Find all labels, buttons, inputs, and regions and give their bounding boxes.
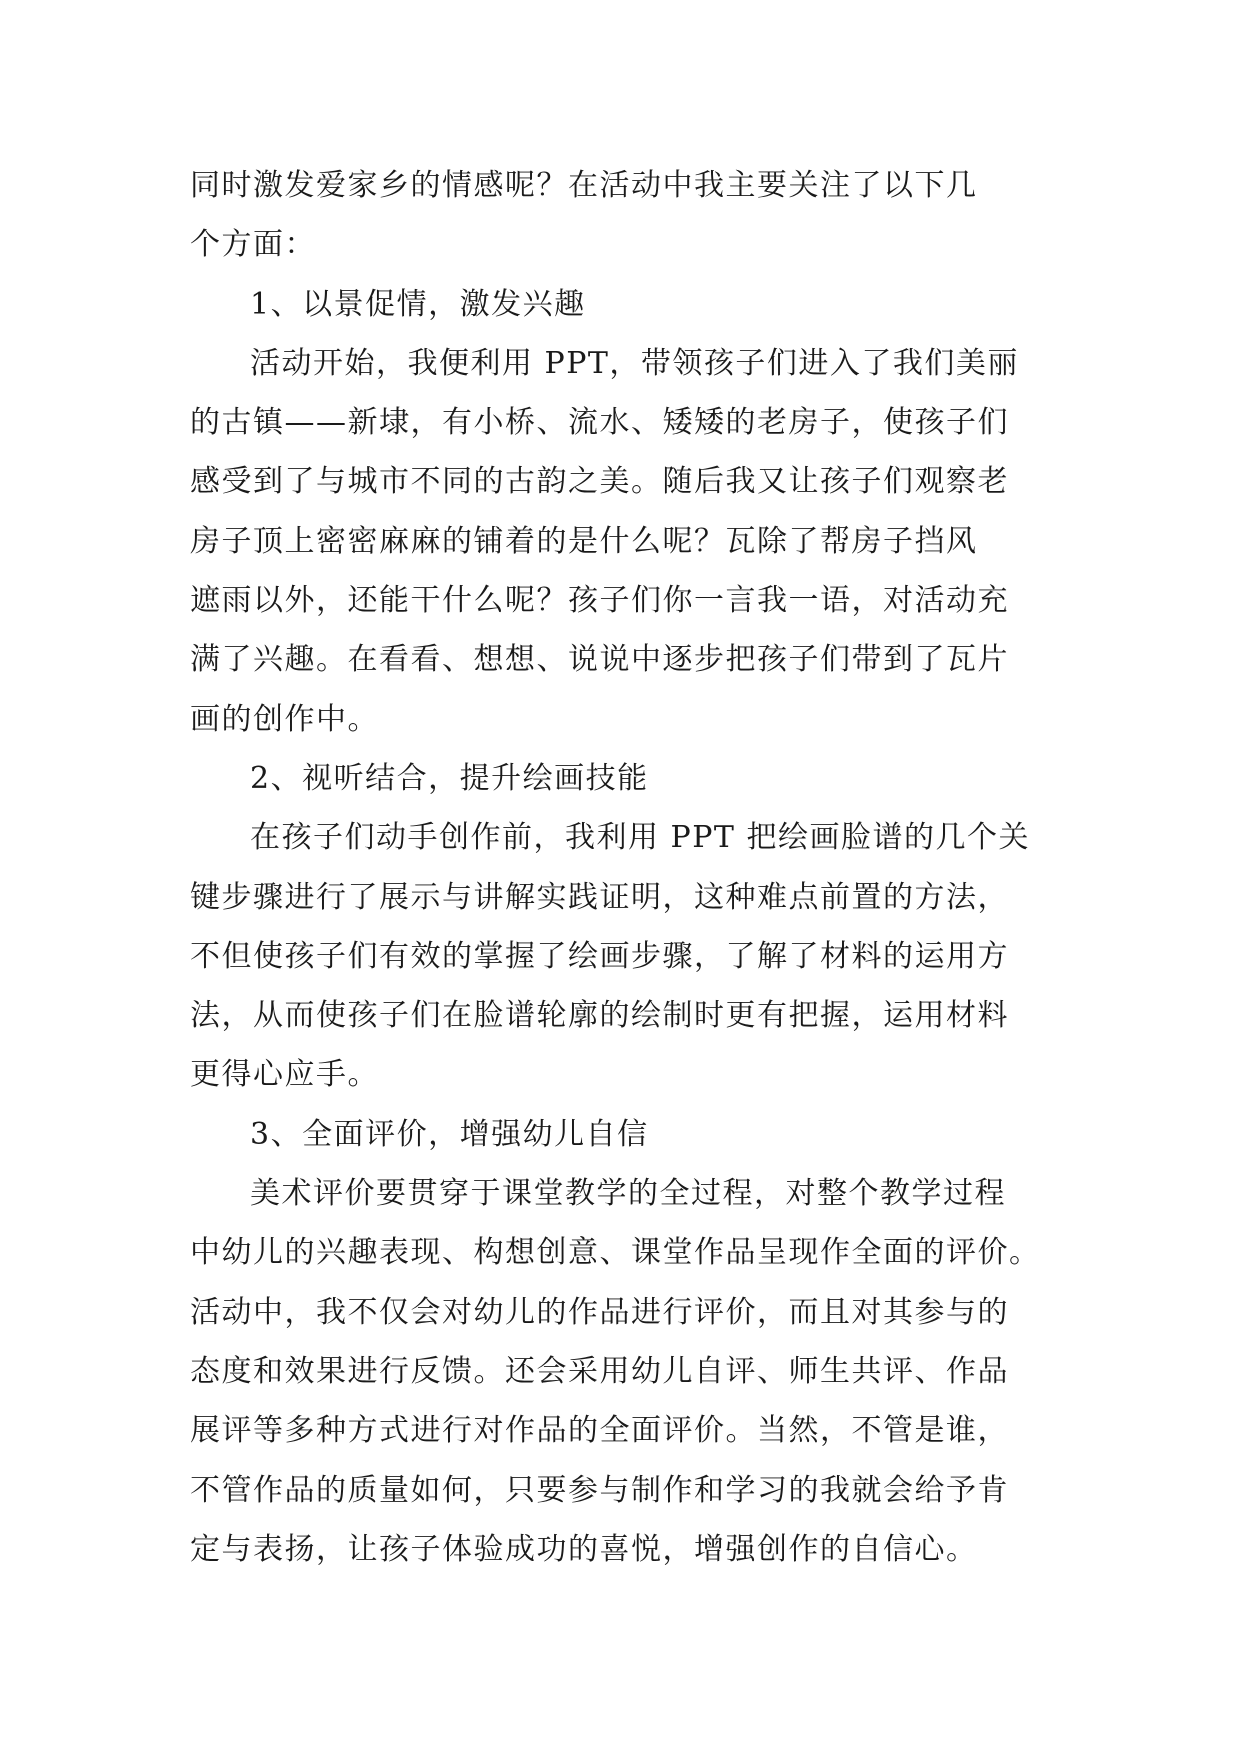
text-line: 遮雨以外，还能干什么呢？孩子们你一言我一语，对活动充 bbox=[190, 583, 1009, 619]
section-heading: 1、以景促情，激发兴趣 bbox=[250, 286, 586, 322]
text-line: 活动开始，我便利用 PPT，带领孩子们进入了我们美丽 bbox=[250, 345, 1019, 381]
text-line: 在孩子们动手创作前，我利用 PPT 把绘画脸谱的几个关 bbox=[250, 820, 1030, 856]
text-line: 满了兴趣。在看看、想想、说说中逐步把孩子们带到了瓦片 bbox=[190, 642, 1009, 678]
text-line: 感受到了与城市不同的古韵之美。随后我又让孩子们观察老 bbox=[190, 464, 1009, 500]
text-line: 态度和效果进行反馈。还会采用幼儿自评、师生共评、作品 bbox=[190, 1353, 1009, 1389]
text-line: 画的创作中。 bbox=[190, 701, 379, 737]
text-line: 中幼儿的兴趣表现、构想创意、课堂作品呈现作全面的评价。 bbox=[190, 1235, 1041, 1271]
text-line: 房子顶上密密麻麻的铺着的是什么呢？瓦除了帮房子挡风 bbox=[190, 523, 978, 559]
text-line: 同时激发爱家乡的情感呢？在活动中我主要关注了以下几 bbox=[190, 168, 978, 203]
section-heading: 2、视听结合，提升绘画技能 bbox=[250, 760, 649, 796]
text-line: 活动中，我不仅会对幼儿的作品进行评价，而且对其参与的 bbox=[190, 1294, 1009, 1330]
text-line: 键步骤进行了展示与讲解实践证明，这种难点前置的方法， bbox=[190, 879, 1009, 915]
text-line: 展评等多种方式进行对作品的全面评价。当然，不管是谁， bbox=[190, 1413, 1009, 1449]
text-line: 不管作品的质量如何，只要参与制作和学习的我就会给予肯 bbox=[190, 1472, 1009, 1508]
section-heading: 3、全面评价，增强幼儿自信 bbox=[250, 1116, 649, 1152]
text-line: 不但使孩子们有效的掌握了绘画步骤，了解了材料的运用方 bbox=[190, 938, 1009, 974]
text-line: 个方面： bbox=[190, 227, 316, 263]
text-line: 法，从而使孩子们在脸谱轮廓的绘制时更有把握，运用材料 bbox=[190, 998, 1009, 1034]
text-line: 定与表扬，让孩子体验成功的喜悦，增强创作的自信心。 bbox=[190, 1531, 978, 1567]
body-text bbox=[190, 156, 1060, 1579]
text-line: 美术评价要贯穿于课堂教学的全过程，对整个教学过程 bbox=[250, 1176, 1006, 1212]
text-line: 更得心应手。 bbox=[190, 1057, 379, 1093]
text-line: 的古镇——新埭，有小桥、流水、矮矮的老房子，使孩子们 bbox=[190, 405, 1009, 441]
